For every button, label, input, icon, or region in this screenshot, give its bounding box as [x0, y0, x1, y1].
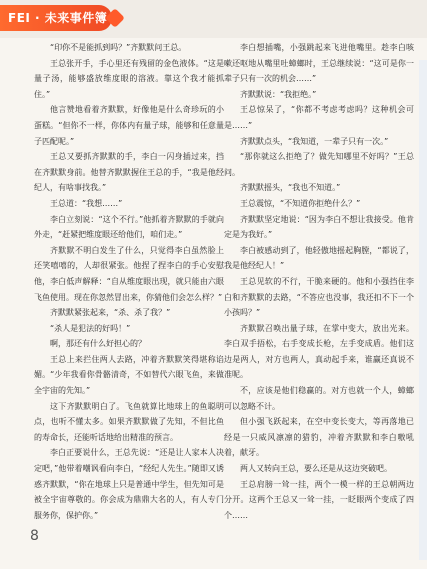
- paragraph: 齐默默召唤出量子球，在掌中变大，放出光来。李白双手捂松，右手变成长枪，左手变成盾。他们这边是两人，对方也两人，真动起手来，谁赢还真说不准呢。: [224, 323, 414, 380]
- paragraph: 王总又要抓齐默默的手，李白一闪身插过来，挡在齐默默身前。他替齐默默握住王总的手，“我是他经纪人，有啥事找我。”: [34, 152, 224, 193]
- paragraph: 王总见软的不行，干脆来硬的。他和小强挡住李白和齐默默的去路，“不答应也没事，我还扣不下一个小孩吗？”: [224, 276, 414, 318]
- page-header: [0, 0, 427, 38]
- paragraph: “杀人是犯法的好吗！”: [50, 323, 131, 333]
- right-column: [224, 40, 414, 523]
- paragraph: 王总肩膀一耸一挂，两个一模一样的王总朝两边分开。这两个王总又一耸一挂，一眨眼两个变成了四个……: [224, 479, 414, 520]
- page-number: 8: [30, 528, 39, 544]
- paragraph: 王总张开手，手心里还有残留的金色液体。“这是量子汤，能够盛放维度眼的溶液。靠这个我才能抓住。”: [34, 58, 224, 99]
- paragraph: 不，应该是他们稳赢的。对方也就一个人，蟑螂可以忽略不计。: [224, 386, 414, 411]
- paragraph: 齐默默坚定地说：“因为李白不想让我接受。他肯定是为我好。”: [224, 214, 414, 240]
- paragraph: 他言赞地看着齐默默，好像他是什么奇珍玩的小蛋糕。“但你不一样，你体内有量子球，能够和任意量子匹配呢。”: [34, 105, 224, 146]
- paragraph: 李白立刻说：“这个不行。”他抓着齐默默的手就向外走，“赶紧把维度眼还给他们，咱们走。”: [34, 214, 224, 240]
- paragraph: 齐默默点头，“我知道，一辈子只有一次。”: [240, 136, 389, 146]
- paragraph: 王总惊呆了，“你都不考虑考虑吗？这种机会可是……”: [224, 105, 414, 130]
- left-column: [34, 40, 224, 523]
- paragraph: 两人又转向王总，要么还是从这边突破吧。: [240, 464, 392, 474]
- paragraph: 但小强飞跃起来，在空中变长变大，等再落地已经是一只威风凛凛的猎豹，冲着齐默默和李白嗷吼着，献牙。: [224, 417, 414, 458]
- paragraph: 李白被感动到了，他轻傲地摇起胸膛，“都说了，我是他经纪人！”: [224, 245, 414, 271]
- paragraph: 王总道：“我想……”: [50, 198, 123, 208]
- paragraph: “那你就这么拒绝了？做先知哪里不好吗？”王总问。: [224, 152, 414, 177]
- paragraph: 王总震惊，“不知道你拒绝什么？”: [240, 198, 361, 208]
- section-title: FEI · 未来事件簿: [8, 11, 108, 25]
- paragraph: “印你不是能抓到吗？”齐默默问王总。: [50, 43, 187, 52]
- paragraph: 齐默默摇头，“我也不知道。”: [240, 183, 341, 193]
- paragraph: 王总上来拦住两人去路，冲着齐默默笑得堪称谄媚。“少年我看你骨骼清奇，不如替代六眼飞鱼，来做全宇宙的先知。”: [34, 354, 224, 396]
- paragraph: 李白想插嘴，小强跳起来飞进他嘴里。趁李白咳嗽还呕地从嘴里吐蟑螂时，王总继续说：“这可是你一辈子只有一次的机会……”: [224, 43, 414, 84]
- paragraph: 齐默默紧张起来，“杀、杀了我？”: [50, 308, 171, 318]
- paragraph: 齐默默不明白发生了什么，只觉得李白虽然脸上还笑嘻嘻的，人却很紧张。他捏了捏李白的手心安慰他，李白低声解释：“自从维度眼出现，就只能由六眼飞鱼使用。现在你忽然冒出来，你猜他们会怎么样？”: [34, 245, 224, 302]
- paragraph: 李白正要说什么，王总先说：“还是让人家本人决定吧，”他带着嘲讽看向李白，“经纪人先生。”随即又诱惑齐默默，“你在地球上只是普通中学生，但先知可是被全宇宙尊敬的。你会成为鼎鼎大名的人，有人专门服务你，保护你。”: [34, 448, 224, 520]
- decorative-edge-stripe: [419, 60, 427, 560]
- paragraph: 啊，那还有什么好担心的？: [50, 339, 146, 349]
- paragraph: 齐默默说：“我拒绝。”: [240, 89, 317, 99]
- paragraph: 这下齐默默明白了。飞鱼就算比地球上的鱼聪明点，也听不懂太多。如果齐默默做了先知，不但比鱼的寿命长，还能听话地给出精准的预言。: [34, 401, 224, 442]
